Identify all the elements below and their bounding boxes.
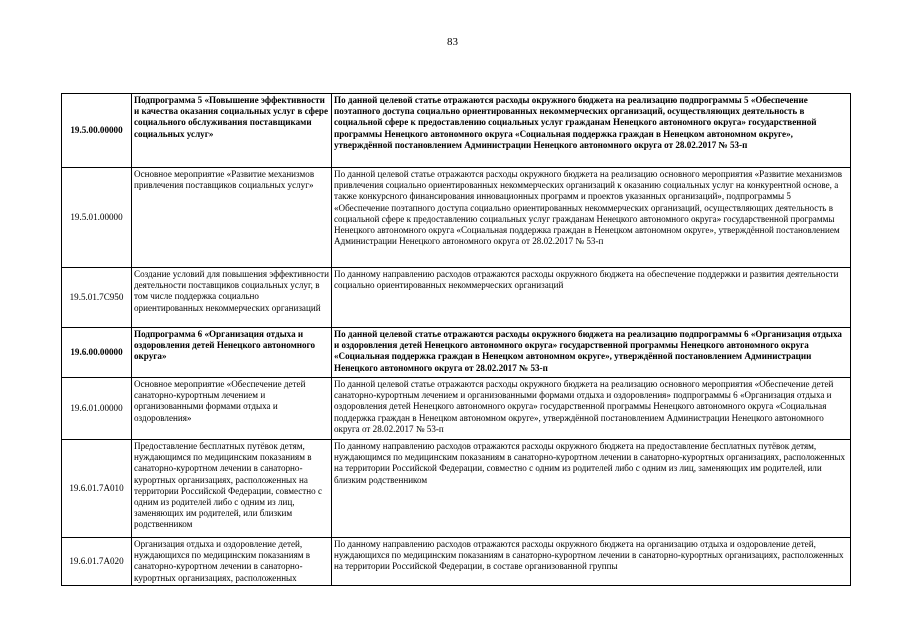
target-article-description: По данному направлению расходов отражаются расходы окружного бюджета на предоставление бесплатных путёвок детям, нуждающимся по медицинским показаниям в санаторно-курортном лечении в санаторно-курортных организациях, расположенных на территории Российской Федерации, совместно с одним из родителей либо с одним из лиц, заменяющих им родителей, или близким родственником — [334, 441, 846, 485]
table-row — [62, 440, 851, 538]
description-cell — [332, 328, 851, 378]
code-cell — [62, 440, 132, 538]
target-article-description: По данной целевой статье отражаются расходы окружного бюджета на реализацию основного мероприятия «Развитие механизмов привлечения социально ориентированных некоммерческих организаций к оказанию социальных услуг на конкурентной основе, а также конкурсного финансирования инновационных программ и проектов указанных организаций», подпрограммы 5 «Обеспечение поэтапного доступа социально ориентированных некоммерческих организаций, осуществляющих деятельность в социальной сфере к предоставлению социальных услуг гражданам Ненецкого автономного округа» государственной программы Ненецкого автономного округа «Социальная поддержка граждан в Ненецком автономном округе», утверждённой постановлением Администрации Ненецкого автономного округа от 28.02.2017 № 53-п — [334, 169, 843, 247]
target-article-description: По данной целевой статье отражаются расходы окружного бюджета на реализацию подпрограммы 6 «Организация отдыха и оздоровления детей Ненецкого автономного округа» государственной программы Ненецкого автономного округа «Социальная поддержка граждан в Ненецком автономном округе», утверждённой постановлением Администрации Ненецкого автономного округа от 28.02.2017 № 53-п — [334, 329, 842, 373]
name-cell — [132, 440, 332, 538]
name-cell — [132, 538, 332, 586]
target-article-description: По данному направлению расходов отражаются расходы окружного бюджета на обеспечение поддержки и развития деятельности социально ориентированных некоммерческих организаций — [334, 269, 839, 291]
target-article-name: Основное мероприятие «Обеспечение детей санаторно-курортным лечением и организованными формами отдыха и оздоровления» — [134, 379, 306, 423]
description-cell — [332, 538, 851, 586]
description-cell — [332, 168, 851, 268]
table-row — [62, 328, 851, 378]
table-row — [62, 268, 851, 328]
table-row — [62, 378, 851, 440]
description-cell — [332, 94, 851, 168]
code-cell — [62, 328, 132, 378]
name-cell — [132, 268, 332, 328]
target-article-name: Основное мероприятие «Развитие механизмов привлечения поставщиков социальных услуг» — [134, 169, 315, 191]
target-article-code: 19.5.00.00000 — [70, 124, 123, 135]
name-cell — [132, 94, 332, 168]
target-article-code: 19.6.01.7A010 — [69, 482, 124, 493]
target-article-description: По данной целевой статье отражаются расходы окружного бюджета на реализацию основного мероприятия «Обеспечение детей санаторно-курортным лечением и организованными формами отдыха и оздоровления» подпрограммы 6 «Организация отдыха и оздоровления детей Ненецкого автономного округа» государственной программы Ненецкого автономного округа «Социальная поддержка граждан в Ненецком автономном округе», утверждённой постановлением Администрации Ненецкого автономного округа от 28.02.2017 № 53-п — [334, 379, 834, 434]
target-article-code: 19.5.01.7C950 — [69, 291, 124, 302]
target-article-name: Подпрограмма 5 «Повышение эффективности и качества оказания социальных услуг в сфере социального обслуживания поставщиками социальных услуг» — [134, 95, 329, 139]
description-cell — [332, 268, 851, 328]
code-cell — [62, 268, 132, 328]
table-row — [62, 94, 851, 168]
target-article-name: Предоставление бесплатных путёвок детям, нуждающимся по медицинским показаниям в санаторно-курортном лечении в санаторно-курортных организациях, расположенных на территории Российской Федерации, совместно с одним из родителей либо с одним из лиц, заменяющих им родителей, или близким родственником — [134, 441, 322, 530]
target-article-code: 19.6.01.7A020 — [69, 555, 124, 566]
code-cell — [62, 538, 132, 586]
table-row — [62, 538, 851, 586]
target-article-name: Организация отдыха и оздоровление детей, нуждающихся по медицинским показаниям в санаторно-курортном лечении в санаторно-курортных организациях, расположенных — [134, 539, 311, 583]
description-cell — [332, 440, 851, 538]
description-cell — [332, 378, 851, 440]
table-row — [62, 168, 851, 268]
target-article-description: По данной целевой статье отражаются расходы окружного бюджета на реализацию подпрограммы 5 «Обеспечение поэтапного доступа социально ориентированных некоммерческих организаций, осуществляющих деятельность в социальной сфере к предоставлению социальных услуг гражданам Ненецкого автономного округа» государственной программы Ненецкого автономного округа «Социальная поддержка граждан в Ненецком автономном округе», утверждённой постановлением Администрации Ненецкого автономного округа от 28.02.2017 № 53-п — [334, 95, 817, 150]
budget-classification-table — [61, 93, 851, 586]
target-article-name: Создание условий для повышения эффективности деятельности поставщиков социальных услуг, в том числе поддержка социально ориентированных некоммерческих организаций — [134, 269, 329, 313]
page-number: 83 — [447, 36, 458, 48]
target-article-description: По данному направлению расходов отражаются расходы окружного бюджета на организацию отдыха и оздоровление детей, нуждающихся по медицинским показаниям в санаторно-курортном лечении в санаторно-курортных организациях, расположенных на территории Российской Федерации, в составе организованной группы — [334, 539, 844, 572]
name-cell — [132, 168, 332, 268]
code-cell — [62, 168, 132, 268]
code-cell — [62, 378, 132, 440]
code-cell — [62, 94, 132, 168]
target-article-code: 19.6.00.00000 — [70, 346, 123, 357]
target-article-name: Подпрограмма 6 «Организация отдыха и оздоровления детей Ненецкого автономного округа» — [134, 329, 315, 362]
name-cell — [132, 378, 332, 440]
name-cell — [132, 328, 332, 378]
target-article-code: 19.5.01.00000 — [70, 211, 123, 222]
target-article-code: 19.6.01.00000 — [70, 402, 123, 413]
